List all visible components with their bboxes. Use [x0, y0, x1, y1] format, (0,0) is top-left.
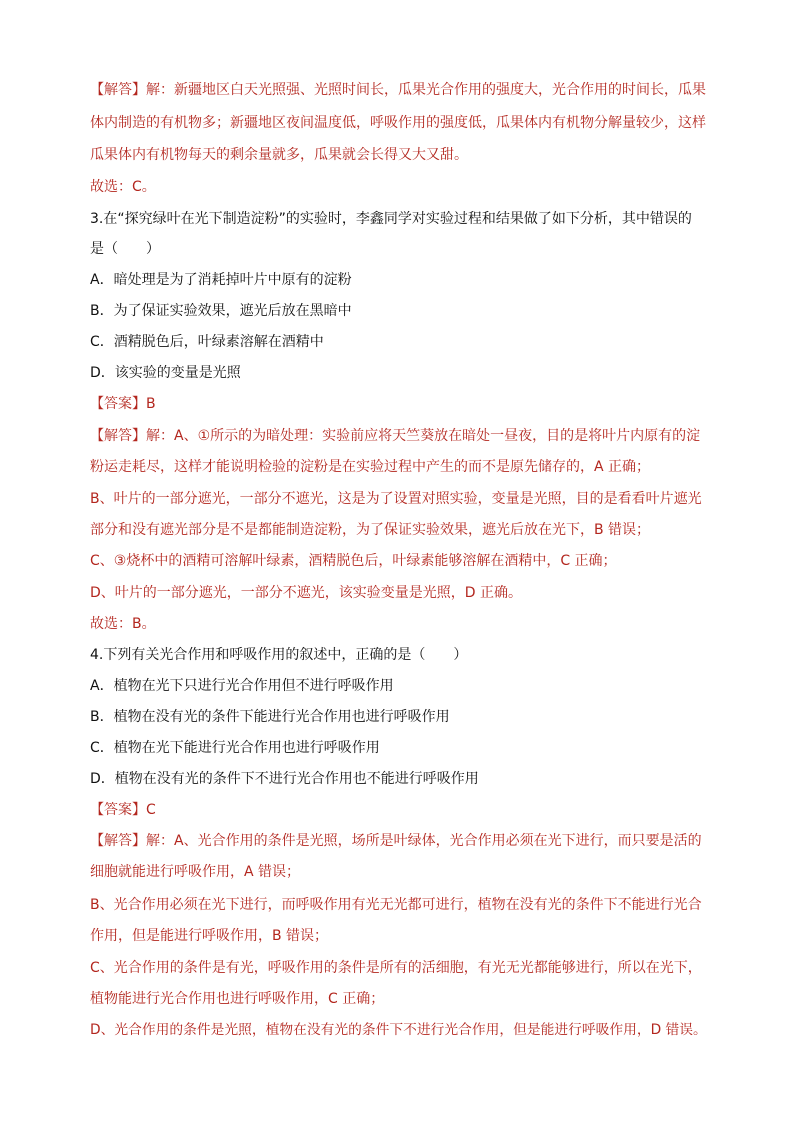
answer-line: 【答案】B: [90, 396, 156, 412]
solution-line: B、光合作用必须在光下进行，而呼吸作用有光无光都可进行，植物在没有光的条件下不能进行光合: [90, 897, 702, 913]
question-stem: 是（ ）: [90, 241, 160, 257]
solution-tag: 【解答】: [90, 833, 146, 849]
solution-line: C、光合作用的条件是有光，呼吸作用的条件是所有的活细胞，有光无光都能够进行，所以在光下，: [90, 960, 702, 976]
solution-tag: 【解答】: [90, 82, 146, 98]
option-d: D．植物在没有光的条件下不进行光合作用也不能进行呼吸作用: [90, 771, 479, 787]
option-c: C．酒精脱色后，叶绿素溶解在酒精中: [90, 334, 324, 350]
solution-line: C、③烧杯中的酒精可溶解叶绿素，酒精脱色后，叶绿素能够溶解在酒精中，C 正确；: [90, 553, 617, 569]
solution-line: 植物能进行光合作用也进行呼吸作用，C 正确；: [90, 991, 385, 1007]
option-b: B．为了保证实验效果，遮光后放在黑暗中: [90, 303, 352, 319]
option-c: C．植物在光下能进行光合作用也进行呼吸作用: [90, 740, 380, 756]
option-a: A．植物在光下只进行光合作用但不进行呼吸作用: [90, 678, 394, 694]
option-a: A．暗处理是为了消耗掉叶片中原有的淀粉: [90, 272, 352, 288]
question-stem: 4.下列有关光合作用和呼吸作用的叙述中，正确的是（ ）: [90, 647, 468, 663]
solution-line: 体内制造的有机物多；新疆地区夜间温度低，呼吸作用的强度低，瓜果体内有机物分解量较少，这样: [90, 115, 706, 131]
solution-line: 粉运走耗尽，这样才能说明检验的淀粉是在实验过程中产生的而不是原先储存的，A 正确；: [90, 459, 651, 475]
option-b: B．植物在没有光的条件下能进行光合作用也进行呼吸作用: [90, 709, 450, 725]
solution-line: D、叶片的一部分遮光，一部分不遮光，该实验变量是光照，D 正确。: [90, 585, 523, 601]
solution-line: 细胞就能进行呼吸作用，A 错误；: [90, 864, 301, 880]
solution-line: [90, 80, 706, 100]
solution-text: 解：A、光合作用的条件是光照，场所是叶绿体，光合作用必须在光下进行，而只要是活的: [146, 833, 702, 849]
solution-line: 作用，但是能进行呼吸作用，B 错误；: [90, 928, 329, 944]
answer-line: 【答案】C: [90, 802, 156, 818]
choice-line: 故选：B。: [90, 616, 156, 632]
solution-line: D、光合作用的条件是光照，植物在没有光的条件下不进行光合作用，但是能进行呼吸作用，D 错误。: [90, 1022, 707, 1038]
solution-line: [90, 426, 700, 446]
solution-line: [90, 831, 702, 851]
question-stem: 3.在“探究绿叶在光下制造淀粉”的实验时，李鑫同学对实验过程和结果做了如下分析，其中错误的: [90, 211, 692, 227]
solution-tag: 【解答】: [90, 428, 146, 444]
solution-line: 部分和没有遮光部分是不是都能制造淀粉，为了保证实验效果，遮光后放在光下，B 错误；: [90, 522, 651, 538]
solution-text: 解：新疆地区白天光照强、光照时间长，瓜果光合作用的强度大，光合作用的时间长，瓜果: [146, 82, 706, 98]
choice-line: 故选：C。: [90, 179, 156, 195]
solution-line: B、叶片的一部分遮光，一部分不遮光，这是为了设置对照实验，变量是光照，目的是看看叶片遮光: [90, 491, 702, 507]
solution-text: 解：A、①所示的为暗处理：实验前应将天竺葵放在暗处一昼夜，目的是将叶片内原有的淀: [146, 428, 701, 444]
option-d: D．该实验的变量是光照: [90, 365, 241, 381]
solution-line: 瓜果体内有机物每天的剩余量就多，瓜果就会长得又大又甜。: [90, 147, 468, 163]
